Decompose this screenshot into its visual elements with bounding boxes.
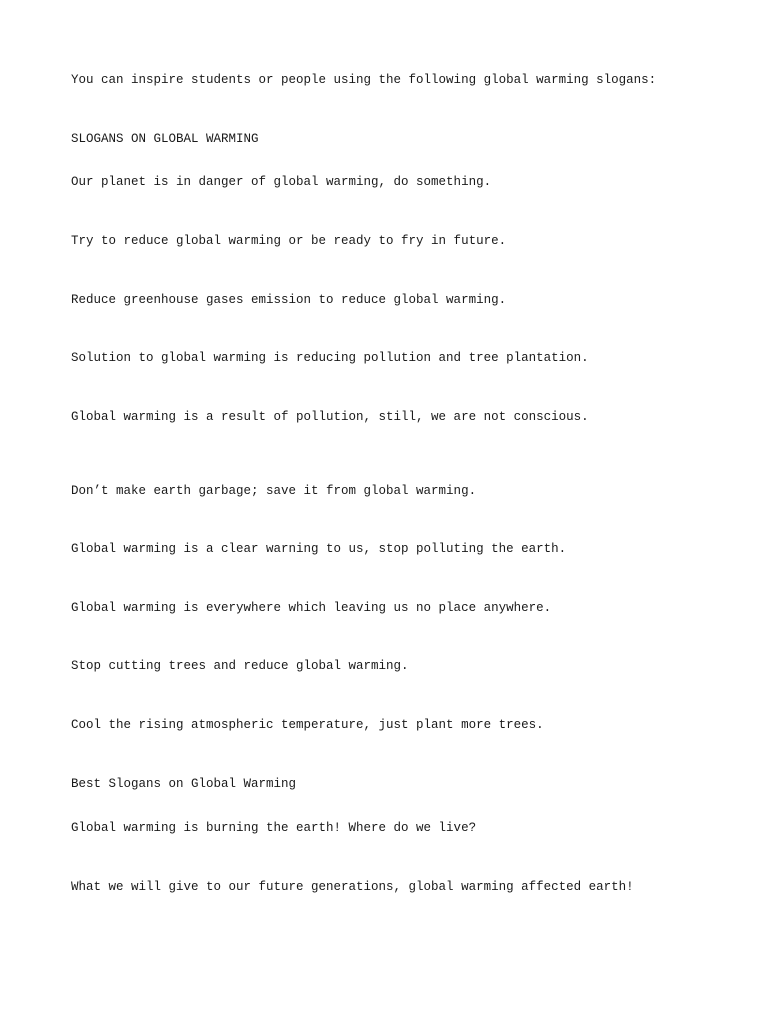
slogan-line: Cool the rising atmospheric temperature, just plant more trees. [71, 718, 544, 732]
section-heading: Best Slogans on Global Warming [71, 777, 297, 791]
slogan-line: Global warming is a clear warning to us, stop polluting the earth. [71, 542, 567, 556]
slogan-line: Our planet is in danger of global warming, do something. [71, 175, 492, 189]
slogan-line: Stop cutting trees and reduce global warming. [71, 659, 409, 673]
slogan-line: Reduce greenhouse gases emission to reduce global warming. [71, 293, 507, 307]
slogan-line: What we will give to our future generations, global warming affected earth! [71, 880, 634, 894]
slogan-line: Global warming is burning the earth! Where do we live? [71, 821, 477, 835]
slogan-line: Solution to global warming is reducing pollution and tree plantation. [71, 351, 589, 365]
section-heading: SLOGANS ON GLOBAL WARMING [71, 132, 259, 146]
slogan-line: Global warming is a result of pollution, still, we are not conscious. [71, 410, 589, 424]
slogan-line: Don’t make earth garbage; save it from global warming. [71, 484, 477, 498]
intro-text: You can inspire students or people using the following global warming slogans: [71, 73, 657, 87]
slogan-line: Try to reduce global warming or be ready to fry in future. [71, 234, 507, 248]
slogan-line: Global warming is everywhere which leaving us no place anywhere. [71, 601, 552, 615]
